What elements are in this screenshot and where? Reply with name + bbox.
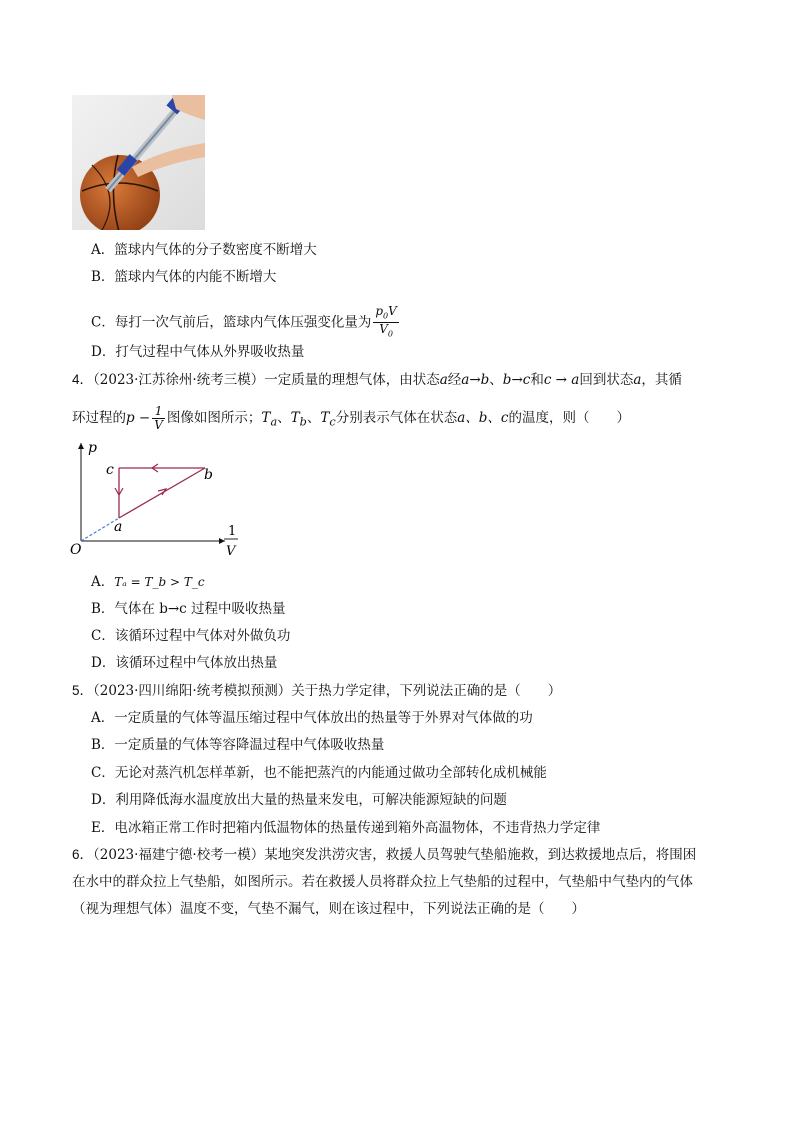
basketball-pump-image bbox=[72, 95, 205, 230]
q5-option-d[interactable]: D．利用降低海水温度放出大量的热量来发电，可解决能源短缺的问题 bbox=[91, 792, 507, 808]
q6-stem-line1: 6．（2023·福建宁德·校考一模）某地突发洪涝灾害，救援人员驾驶气垫船施救，到达救援地点后，将围困 bbox=[72, 847, 697, 863]
q4-option-a[interactable]: A．Tₐ = T_b > T_c bbox=[91, 574, 205, 590]
path-a-b bbox=[119, 468, 205, 518]
q4-option-b[interactable]: B．气体在 b→c 过程中吸收热量 bbox=[91, 601, 286, 617]
q5-option-c[interactable]: C．无论对蒸汽机怎样革新，也不能把蒸汽的内能通过做功全部转化成机械能 bbox=[91, 765, 547, 781]
q3-option-d[interactable]: D．打气过程中气体从外界吸收热量 bbox=[91, 344, 305, 360]
q6-stem-line2: 在水中的群众拉上气垫船，如图所示。若在救援人员将群众拉上气垫船的过程中，气垫船中气垫内的气体 bbox=[72, 874, 693, 890]
q5-stem: 5．（2023·四川绵阳·统考模拟预测）关于热力学定律，下列说法正确的是（ ） bbox=[72, 683, 562, 699]
q4-option-c[interactable]: C．该循环过程中气体对外做负功 bbox=[91, 628, 291, 644]
label-x-denominator: V bbox=[226, 544, 236, 559]
label-x-numerator: 1 bbox=[228, 524, 237, 539]
label-origin: O bbox=[70, 542, 82, 558]
q3-option-b[interactable]: B．篮球内气体的内能不断增大 bbox=[91, 269, 277, 285]
q4-pv-diagram bbox=[70, 438, 245, 563]
q3-option-c-fraction: $\frac{p_0V}{V_0}$ bbox=[375, 304, 397, 339]
q3-option-c[interactable] bbox=[91, 305, 401, 341]
q4-option-a-formula: Tₐ = T_b > T_c bbox=[114, 575, 205, 589]
q5-option-b[interactable]: B．一定质量的气体等容降温过程中气体吸收热量 bbox=[91, 737, 385, 753]
q3-option-c-text: C．每打一次气前后，篮球内气体压强变化量为 bbox=[91, 314, 372, 331]
basketball-pump-photo bbox=[72, 95, 205, 230]
q5-option-a[interactable]: A．一定质量的气体等温压缩过程中气体放出的热量等于外界对气体做的功 bbox=[91, 710, 533, 726]
q3-option-a[interactable]: A．篮球内气体的分子数密度不断增大 bbox=[91, 242, 317, 258]
q4-stem-line2: 环过程的p − $\frac{1}{V}$ 图像如图所示；$T_a$、$T_b$、$T_c$分别表示气体在状态a、b、c的温度，则（ ） bbox=[72, 404, 630, 432]
label-a: a bbox=[114, 519, 123, 535]
q6-stem-line3: （视为理想气体）温度不变，气垫不漏气，则在该过程中，下列说法正确的是（ ） bbox=[72, 901, 585, 917]
label-p: p bbox=[88, 440, 97, 456]
label-c: c bbox=[106, 462, 114, 478]
q5-option-e[interactable]: E．电冰箱正常工作时把箱内低温物体的热量传递到箱外高温物体，不违背热力学定律 bbox=[91, 820, 601, 836]
q4-stem-line1: 4．（2023·江苏徐州·统考三模）一定质量的理想气体，由状态a经a→b、b→c和c → a回到状态a，其循 bbox=[72, 372, 682, 388]
q4-option-d[interactable]: D．该循环过程中气体放出热量 bbox=[91, 655, 278, 671]
label-b: b bbox=[204, 467, 213, 483]
